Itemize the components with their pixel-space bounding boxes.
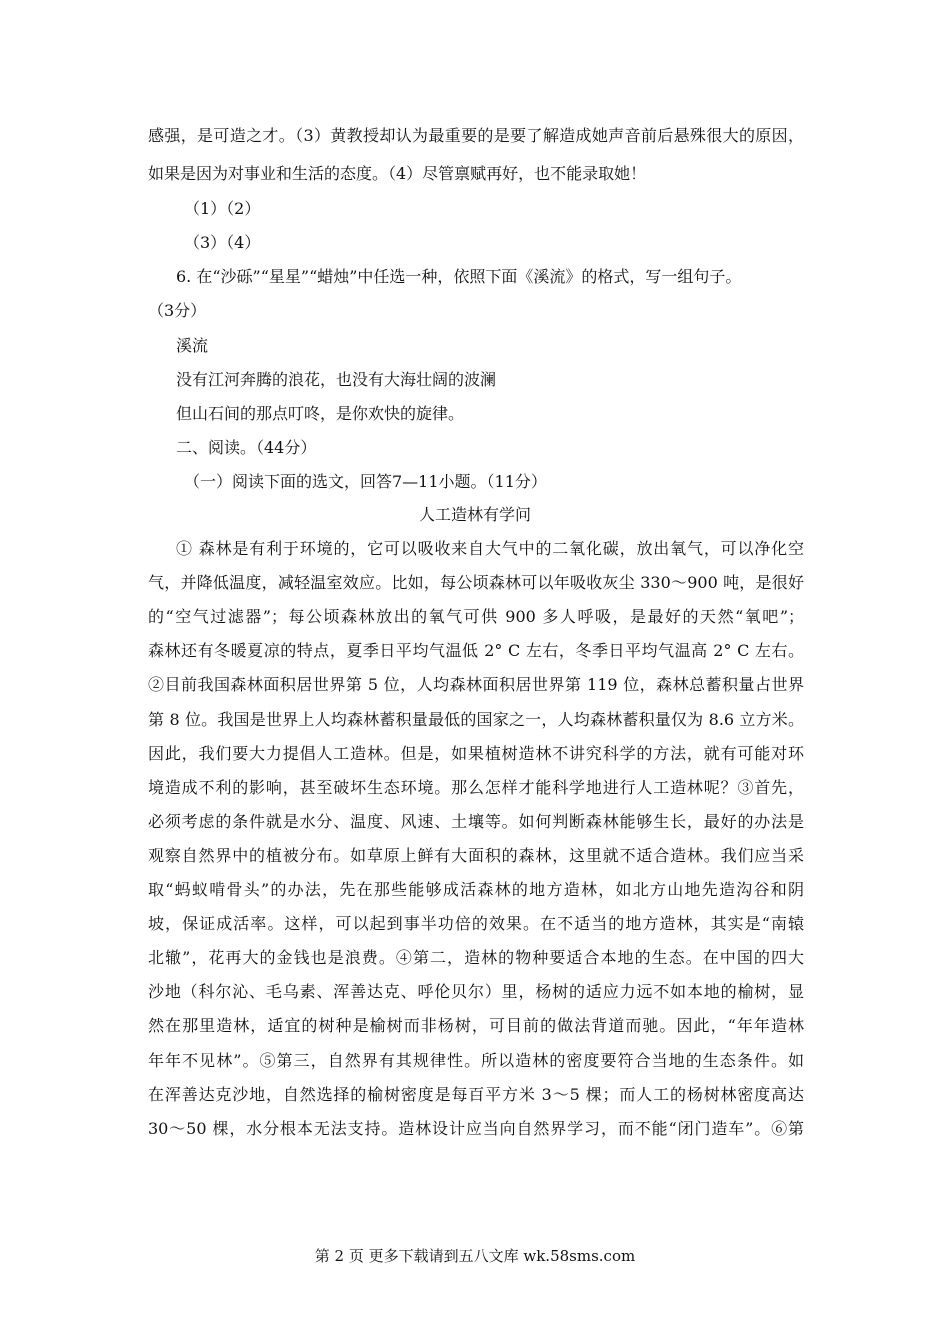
option-line: （1）（2） [184, 199, 261, 218]
paragraph-line: 感强，是可造之才。（3）黄教授却认为最重要的是要了解造成她声音前后悬殊很大的原因， [148, 126, 804, 145]
article-title: 人工造林有学问 [418, 505, 531, 524]
page-footer: 第 2 页 更多下载请到五八文库 wk.58sms.com [314, 1247, 636, 1265]
article-line: 北辙”，花再大的金钱也是浪费。④第二，造林的物种要适合本地的生态。在中国的四大 [148, 948, 804, 967]
article-line: 境造成不利的影响，甚至破坏生态环境。那么怎样才能科学地进行人工造林呢？③首先， [148, 778, 804, 797]
section-heading: 二、阅读。（44分） [176, 438, 317, 457]
article-line: ②目前我国森林面积居世界第 5 位，人均森林面积居世界第 119 位，森林总蓄积量占世界 [148, 675, 804, 694]
article-line: 在浑善达克沙地，自然选择的榆树密度是每百平方米 3～5 棵；而人工的杨树林密度高达 [148, 1085, 804, 1104]
article-line: 年年不见林”。⑤第三，自然界有其规律性。所以造林的密度要符合当地的生态条件。如 [148, 1051, 804, 1070]
article-line: 然在那里造林，适宜的树种是榆树而非杨树，可目前的做法背道而驰。因此，“年年造林 [148, 1016, 804, 1035]
poem-line: 没有江河奔腾的浪花，也没有大海壮阔的波澜 [176, 370, 497, 389]
question-6-score: （3分） [148, 301, 207, 320]
article-line: 因此，我们要大力提倡人工造林。但是，如果植树造林不讲究科学的方法，就有可能对环 [148, 744, 804, 763]
question-6-text: 6. 在“沙砾”“星星”“蜡烛”中任选一种，依照下面《溪流》的格式，写一组句子。 [176, 267, 742, 286]
article-line: 森林还有冬暖夏凉的特点，夏季日平均气温低 2° C 左右，冬季日平均气温高 2° C 左右。 [148, 641, 804, 660]
article-line: 沙地（科尔沁、毛乌素、浑善达克、呼伦贝尔）里，杨树的适应力远不如本地的榆树，显 [148, 982, 804, 1001]
poem-line: 但山石间的那点叮咚，是你欢快的旋律。 [176, 404, 465, 423]
sub-heading: （一）阅读下面的选文，回答7—11小题。（11分） [184, 472, 547, 491]
article-line: 气，并降低温度，减轻温室效应。比如，每公顷森林可以年吸收灰尘 330～900 吨，是很好 [148, 573, 804, 592]
article-line: 第 8 位。我国是世界上人均森林蓄积量最低的国家之一，人均森林蓄积量仅为 8.6 立方米。 [148, 710, 804, 729]
paragraph-line: 如果是因为对事业和生活的态度。（4）尽管禀赋再好，也不能录取她！ [148, 164, 647, 183]
article-line: 的“空气过滤器”；每公顷森林放出的氧气可供 900 多人呼吸，是最好的天然“氧吧”； [148, 607, 804, 626]
article-line: ① 森林是有利于环境的，它可以吸收来自大气中的二氧化碳，放出氧气，可以净化空 [176, 539, 804, 558]
article-line: 取“蚂蚁啃骨头”的办法，先在那些能够成活森林的地方造林，如北方山地先造沟谷和阴 [148, 880, 804, 899]
article-line: 观察自然界中的植被分布。如草原上鲜有大面积的森林，这里就不适合造林。我们应当采 [148, 846, 804, 865]
poem-title: 溪流 [176, 336, 209, 355]
option-line: （3）（4） [184, 233, 261, 252]
article-line: 坡，保证成活率。这样，可以起到事半功倍的效果。在不适当的地方造林，其实是“南辕 [148, 914, 804, 933]
article-line: 必须考虑的条件就是水分、温度、风速、土壤等。如何判断森林能够生长，最好的办法是 [148, 812, 804, 831]
article-line: 30～50 棵，水分根本无法支持。造林设计应当向自然界学习，而不能“闭门造车”。⑥第 [148, 1119, 804, 1138]
